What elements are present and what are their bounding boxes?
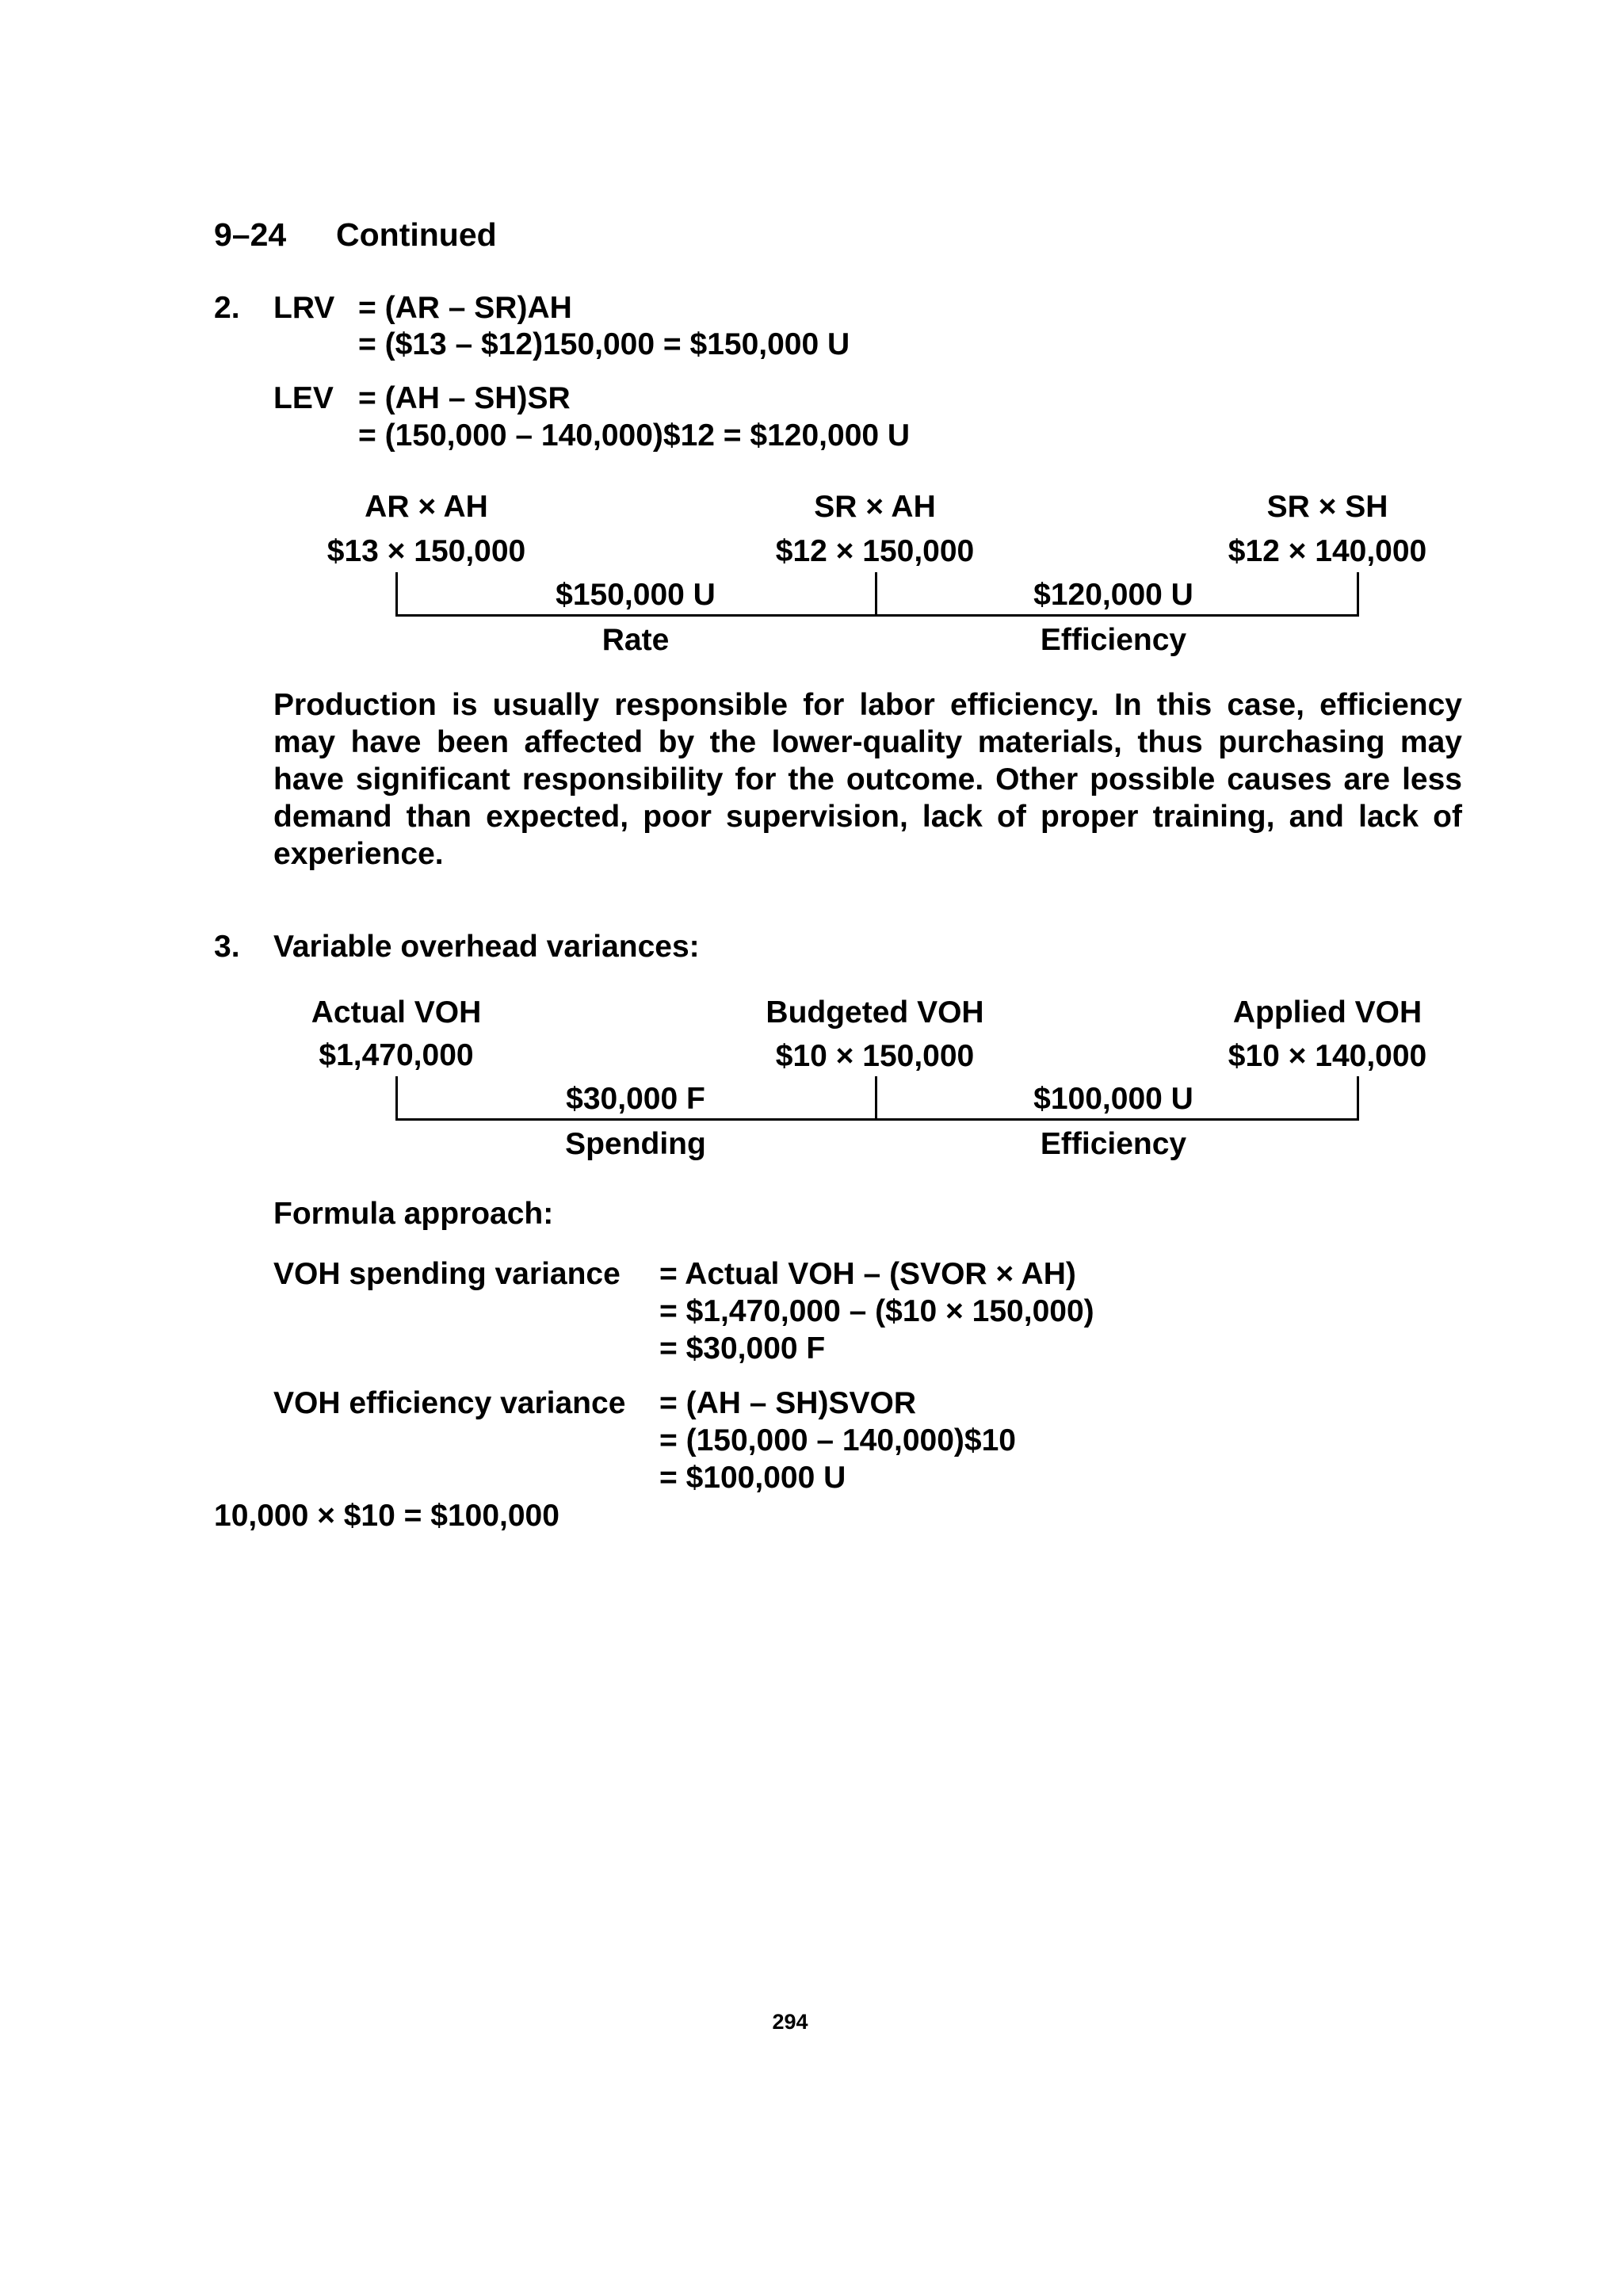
formula-approach-heading: Formula approach: [273, 1197, 554, 1231]
col2-value: $10 × 150,000 [775, 1039, 975, 1073]
lrv-label: LRV [273, 291, 335, 325]
lrv-formula: = (AR – SR)AH [358, 291, 572, 325]
col1-heading: AR × AH [365, 490, 488, 524]
bracket-left-tick [395, 572, 398, 617]
bracket-base-line [395, 614, 1359, 617]
voh-spending-label: VOH spending variance [273, 1257, 621, 1291]
rate-label: Rate [601, 623, 670, 657]
voh-efficiency-label: VOH efficiency variance [273, 1386, 626, 1420]
voh-efficiency-line-1: = (AH – SH)SVOR [659, 1386, 916, 1420]
bracket-right-tick [1357, 572, 1359, 617]
col3-heading: Applied VOH [1232, 995, 1423, 1030]
col3-value: $10 × 140,000 [1228, 1039, 1427, 1073]
lev-calculation: = (150,000 – 140,000)$12 = $120,000 U [358, 418, 911, 453]
bracket-middle-tick [875, 572, 877, 617]
col3-value: $12 × 140,000 [1228, 534, 1427, 568]
efficiency-variance-amount: $120,000 U [1033, 578, 1193, 612]
bracket-left-tick [395, 1076, 398, 1121]
calculation-note: 10,000 × $10 = $100,000 [214, 1499, 559, 1533]
section-number: 9–24 [214, 216, 287, 253]
col1-heading: Actual VOH [311, 995, 482, 1030]
part-2-number: 2. [214, 291, 240, 325]
voh-efficiency-line-3: = $100,000 U [659, 1461, 846, 1495]
col2-heading: SR × AH [814, 490, 936, 524]
col1-value: $1,470,000 [319, 1038, 474, 1072]
efficiency-label: Efficiency [1040, 1127, 1187, 1161]
col1-value: $13 × 150,000 [327, 534, 526, 568]
part-3-number: 3. [214, 930, 240, 964]
bracket-right-tick [1357, 1076, 1359, 1121]
bracket-base-line [395, 1118, 1359, 1121]
voh-spending-line-1: = Actual VOH – (SVOR × AH) [659, 1257, 1076, 1291]
bracket-middle-tick [875, 1076, 877, 1121]
efficiency-variance-amount: $100,000 U [1033, 1082, 1193, 1116]
voh-spending-line-3: = $30,000 F [659, 1331, 826, 1366]
responsibility-paragraph: Production is usually responsible for labor efficiency. In this case, efficiency may have been affected by the lower-quality materials, thus purchasing may have significant responsibility for the outcome. Other possible causes are less demand than expected, poor supervision, lack of proper training, and lack of experience. [273, 688, 1462, 871]
lev-formula: = (AH – SH)SR [358, 381, 571, 415]
voh-efficiency-line-2: = (150,000 – 140,000)$10 [659, 1423, 1016, 1457]
col2-heading: Budgeted VOH [766, 995, 984, 1030]
section-continued: Continued [336, 216, 497, 253]
page-number: 294 [772, 2010, 808, 2034]
lev-label: LEV [273, 381, 334, 415]
efficiency-label: Efficiency [1040, 623, 1187, 657]
spending-label: Spending [565, 1127, 706, 1161]
col3-heading: SR × SH [1266, 490, 1388, 524]
lrv-calculation: = ($13 – $12)150,000 = $150,000 U [358, 327, 850, 361]
col2-value: $12 × 150,000 [775, 534, 975, 568]
voh-spending-line-2: = $1,470,000 – ($10 × 150,000) [659, 1294, 1094, 1328]
part-3-heading: Variable overhead variances: [273, 930, 700, 964]
spending-variance-amount: $30,000 F [566, 1082, 705, 1116]
rate-variance-amount: $150,000 U [556, 578, 716, 612]
